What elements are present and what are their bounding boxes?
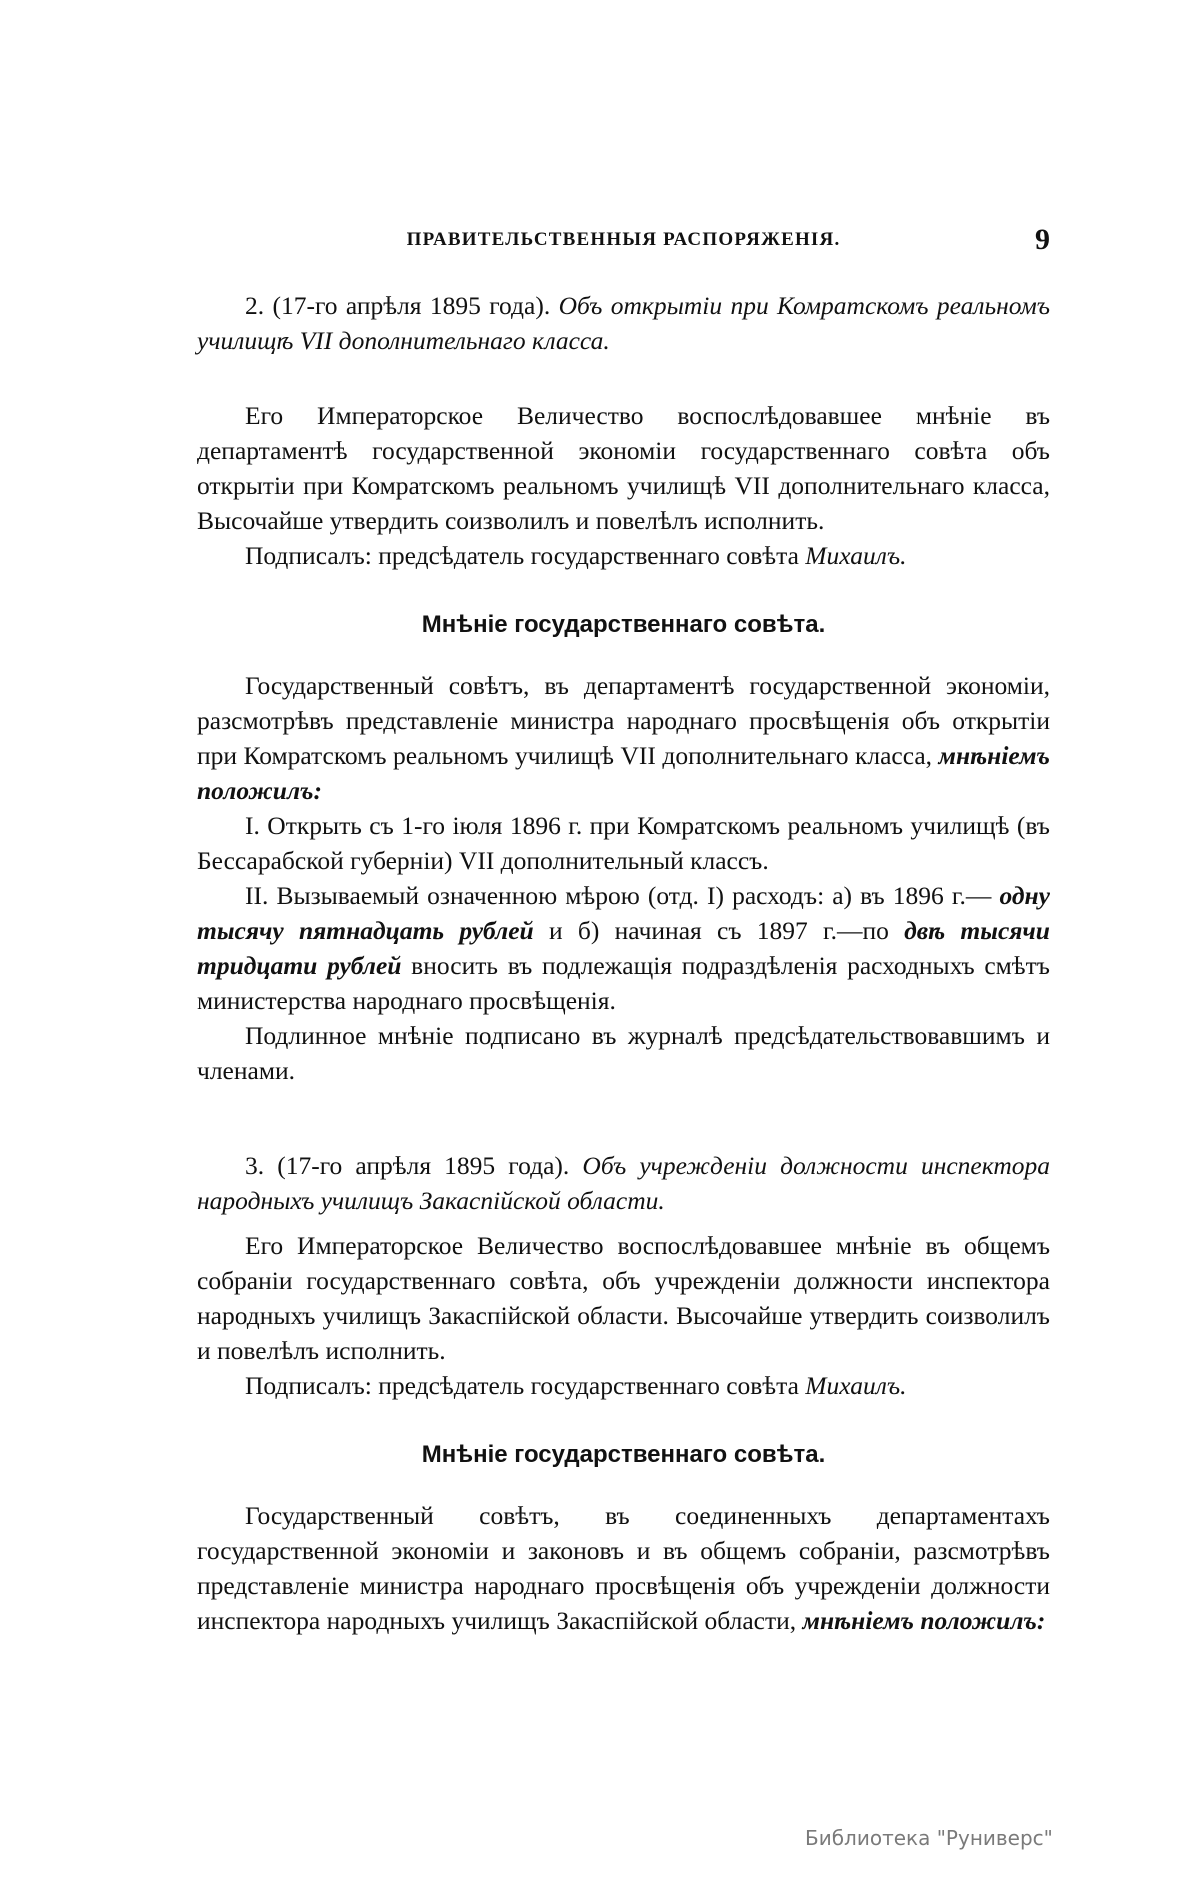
section-3-opinion-resolved: мнѣніемъ положилъ: <box>802 1606 1046 1635</box>
section-2-opinion-resolved: мнѣніемъ положилъ: <box>197 741 1050 805</box>
section-3-opinion <box>197 1498 1050 1638</box>
section-2-original-note: Подлинное мнѣніе подписано въ журналѣ предсѣдательствовавшимъ и членами. <box>197 1021 1050 1085</box>
running-header <box>197 225 1050 255</box>
point-2-text-a: II. Вызываемый означенною мѣрою (отд. I) расходъ: а) въ 1896 г.— <box>245 881 1000 910</box>
section-3-date: 3. (17-го апрѣля 1895 года). <box>245 1151 583 1180</box>
section-3-opinion-intro: Государственный совѣтъ, въ соединенныхъ департаментахъ государственной экономіи и законовъ и въ общемъ собраніи, разсмотрѣвъ представленіе министра народнаго просвѣщенія объ учрежденіи должности инспектора народныхъ училищъ Закаспійской области, <box>197 1501 1050 1635</box>
point-2-text-e: вносить въ подлежащія подраздѣленія расходныхъ смѣтъ министерства народнаго просвѣщенія. <box>197 951 1050 1015</box>
section-3-decree-text: Его Императорское Величество воспослѣдовавшее мнѣніе въ общемъ собраніи государственнаго совѣта, объ учрежденіи должности инспектора народныхъ училищъ Закаспійской области. Высочайше утвердить соизволилъ и повелѣлъ исполнить. <box>197 1231 1050 1365</box>
library-watermark: Библиотека "Руниверс" <box>805 1826 1053 1850</box>
section-2-opinion-heading: Мнѣніе государственнаго совѣта. <box>421 611 826 638</box>
section-3-decree <box>197 1228 1050 1403</box>
section-3-signed-label: Подписалъ: предсѣдатель государственнаго совѣта <box>245 1371 806 1400</box>
section-2-title <box>197 288 1050 358</box>
section-2-opinion <box>197 668 1050 1088</box>
section-2-signed-label: Подписалъ: предсѣдатель государственнаго совѣта <box>245 541 806 570</box>
section-3-opinion-heading: Мнѣніе государственнаго совѣта. <box>421 1441 826 1468</box>
section-2-signatory: Михаилъ. <box>805 541 907 570</box>
section-2-subject: Объ открытіи при Комратскомъ реальномъ училищѣ VII дополнительнаго класса. <box>197 291 1051 355</box>
page-number: 9 <box>1035 223 1050 256</box>
point-2-text-c: и б) начиная съ 1897 г.—по <box>533 916 905 945</box>
section-2-decree-text: Его Императорское Величество воспослѣдовавшее мнѣніе въ департаментѣ государственной экономіи государственнаго совѣта объ открытіи при Комратскомъ реальномъ училищѣ VII дополнительнаго класса, Высочайше утвердить соизволилъ и повелѣлъ исполнить. <box>197 401 1050 535</box>
point-2-amount-1897: двѣ тысячи тридцати рублей <box>197 916 1050 980</box>
section-3-signatory: Михаилъ. <box>805 1371 907 1400</box>
section-3-subject: Объ учрежденіи должности инспектора народныхъ училищъ Закаспійской области. <box>197 1151 1050 1215</box>
section-2-opinion-intro: Государственный совѣтъ, въ департаментѣ государственной экономіи, разсмотрѣвъ представленіе министра народнаго просвѣщенія объ открытіи при Комратскомъ реальномъ училищѣ VII дополнительнаго класса, <box>197 671 1050 770</box>
section-3-title <box>197 1148 1050 1218</box>
section-2-point-1: I. Открыть съ 1-го іюля 1896 г. при Комратскомъ реальномъ училищѣ (въ Бессарабской губерніи) VII дополнительный классъ. <box>197 811 1050 875</box>
section-2-point-2 <box>197 878 1050 1018</box>
point-2-amount-1896: одну тысячу пятнадцать рублей <box>197 881 1050 945</box>
section-2-decree <box>197 398 1050 573</box>
section-2-date: 2. (17-го апрѣля 1895 года). <box>245 291 559 320</box>
running-header-title: ПРАВИТЕЛЬСТВЕННЫЯ РАСПОРЯЖЕНІЯ. <box>406 229 841 250</box>
